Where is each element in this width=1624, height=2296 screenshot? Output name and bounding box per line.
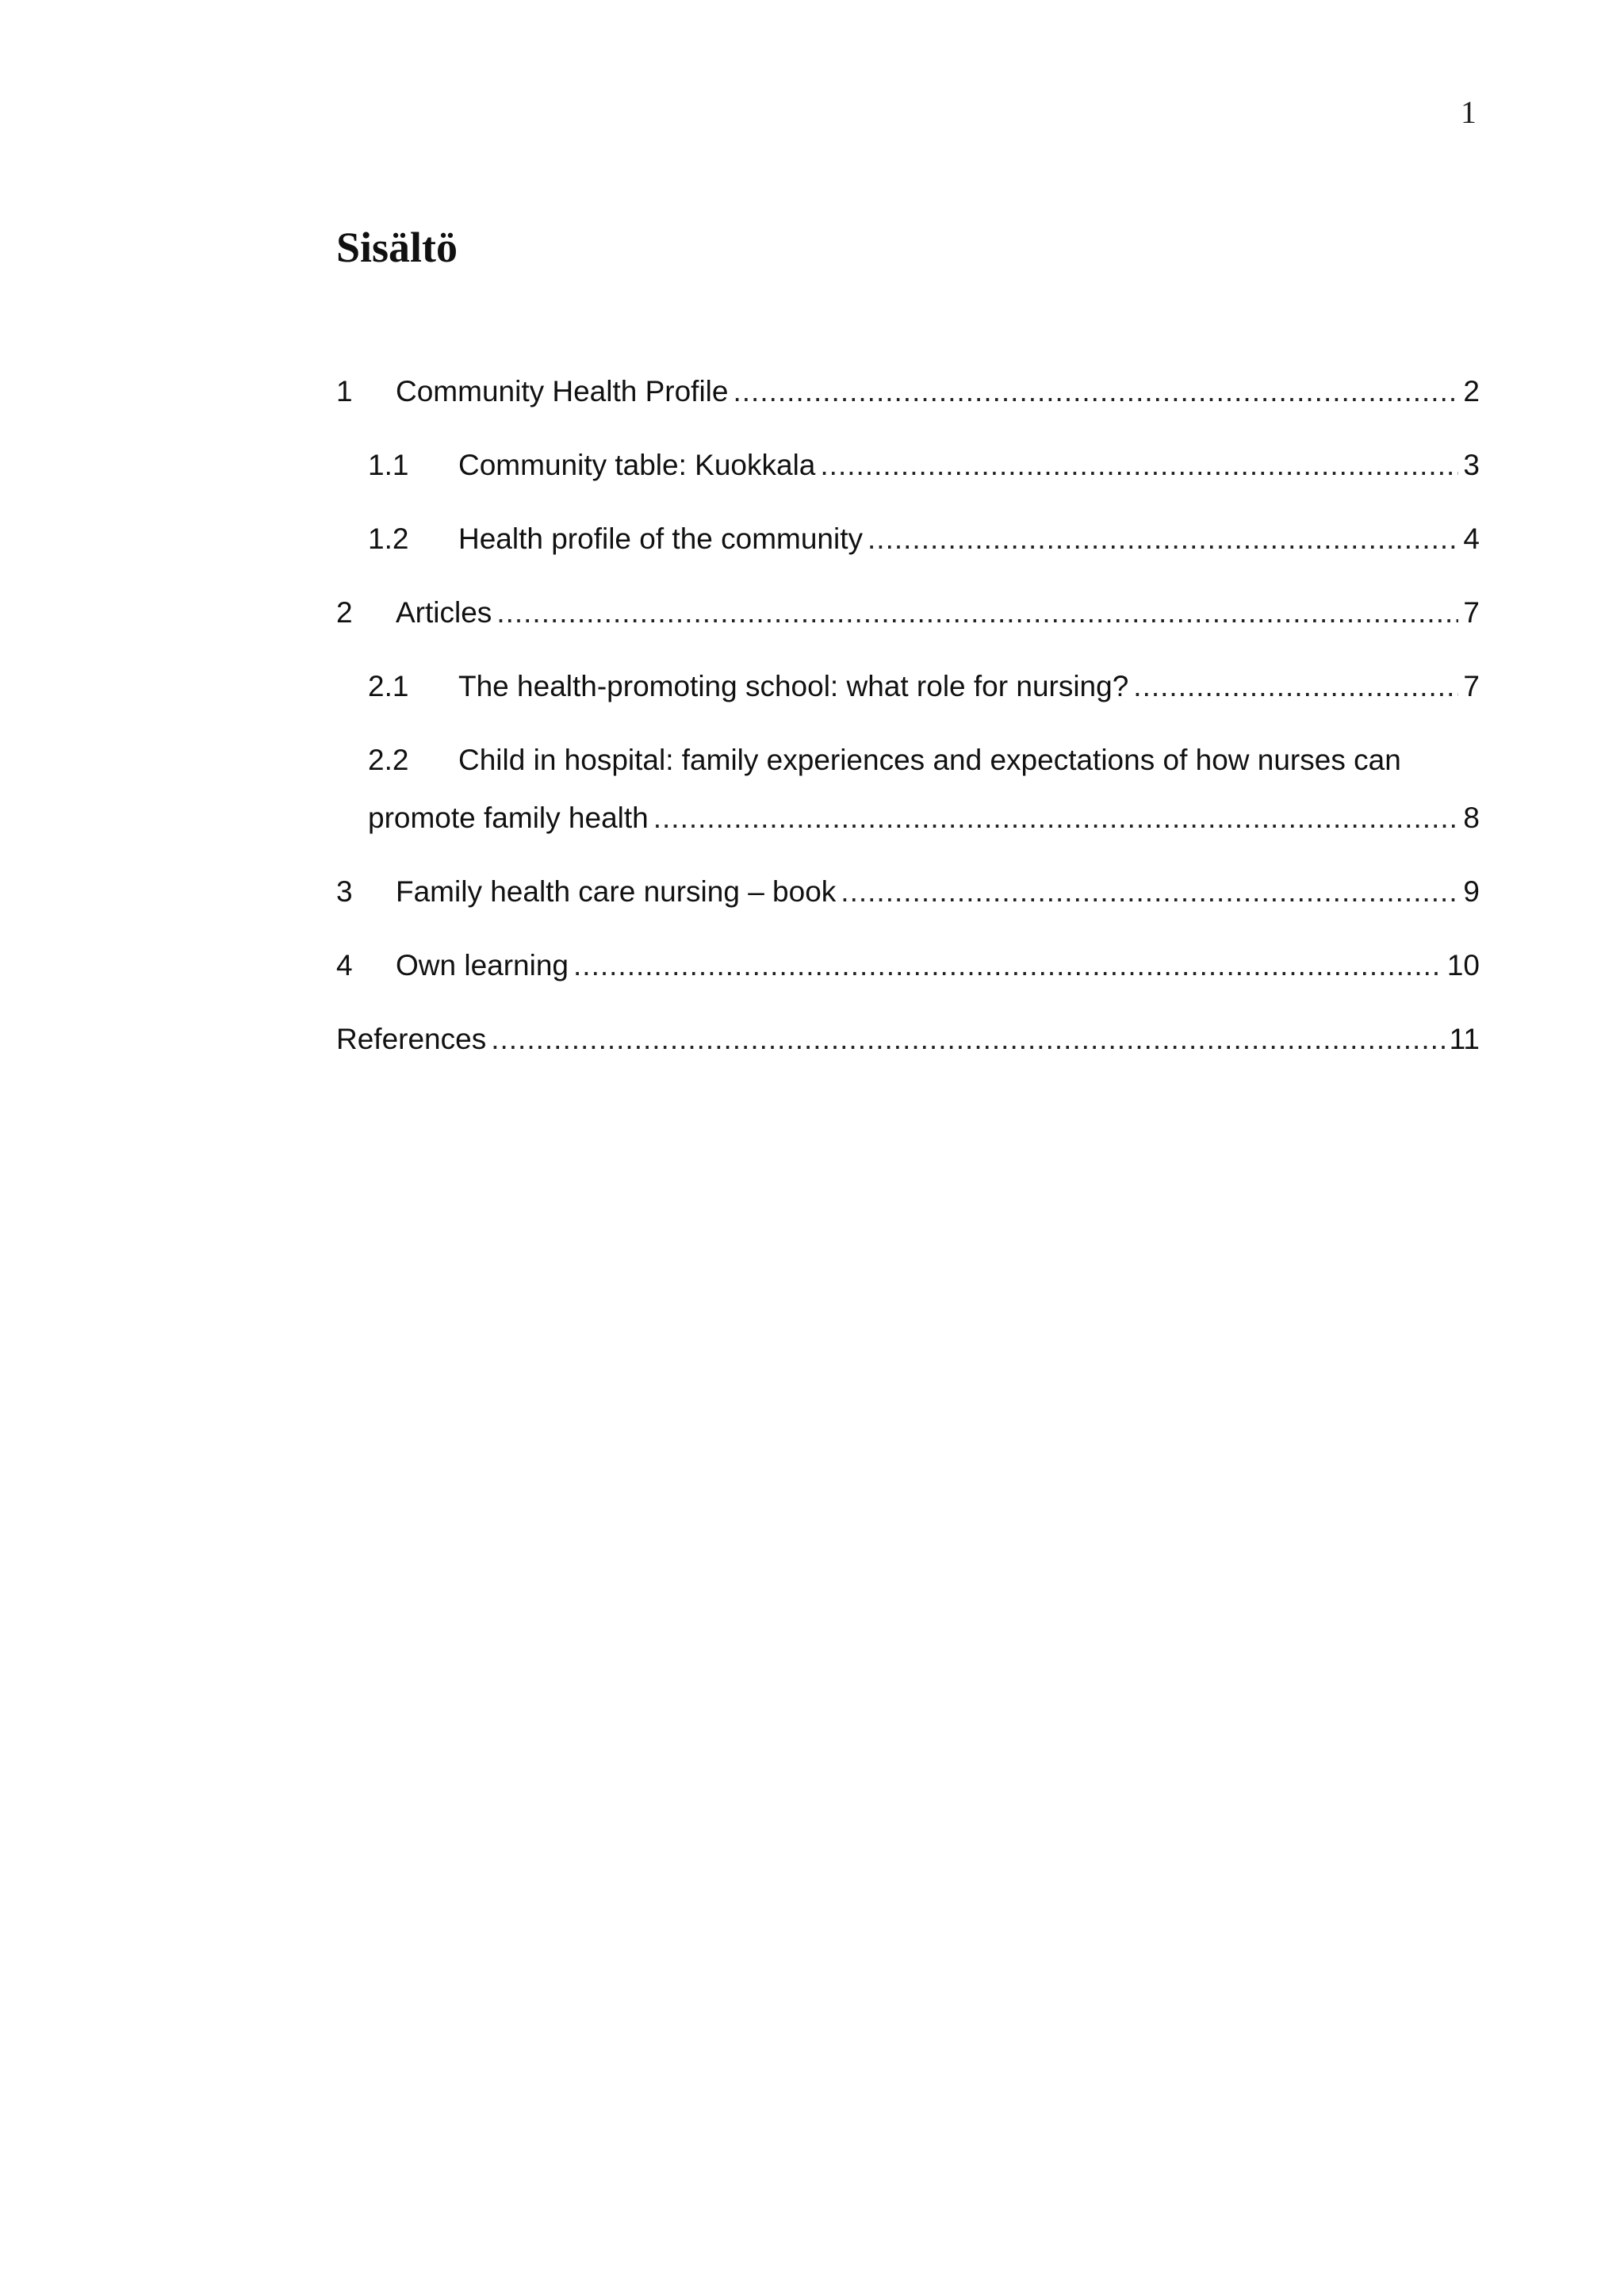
toc-leader-dots [491,1020,1444,1058]
toc-entry-number: 2.1 [368,670,409,702]
toc-entry-number: 1 [336,375,353,408]
toc-entry-1[interactable] [336,373,1480,446]
toc-entry-1-2[interactable] [336,520,1480,594]
toc-entry-title: Community table: Kuokkala [458,449,816,481]
toc-entry-title: Own learning [396,949,569,982]
table-of-contents [336,373,1480,1094]
toc-heading: Sisältö [336,224,458,271]
toc-leader-dots [496,594,1458,632]
toc-entry-page: 7 [1463,596,1480,629]
toc-entry-page: 11 [1449,1023,1480,1055]
toc-entry-page: 9 [1463,875,1480,908]
toc-entry-4[interactable] [336,947,1480,1020]
toc-entry-number: 2.2 [368,744,409,776]
toc-entry-title: Family health care nursing – book [396,875,837,908]
page-number: 1 [1461,94,1477,130]
toc-leader-dots [733,373,1458,411]
toc-leader-dots [820,446,1458,484]
toc-leader-dots [573,947,1442,985]
toc-entry-2-1[interactable] [336,668,1480,741]
toc-entry-number: 3 [336,875,353,908]
toc-entry-3[interactable] [336,873,1480,947]
toc-entry-page: 4 [1463,522,1480,555]
toc-entry-title: The health-promoting school: what role for nursing? [458,670,1129,702]
toc-leader-dots [653,799,1459,837]
toc-entry-page: 7 [1463,670,1480,702]
toc-entry-title: References [336,1023,487,1055]
toc-entry-number: 2 [336,596,353,629]
toc-entry-title: Health profile of the community [458,522,864,555]
toc-entry-title-line2: promote family health [368,802,649,834]
toc-entry-2[interactable] [336,594,1480,668]
toc-entry-title-line1: Child in hospital: family experiences and expectations of how nurses can [458,744,1401,776]
toc-leader-dots [841,873,1458,911]
toc-entry-page: 8 [1463,802,1480,834]
toc-leader-dots [868,520,1458,558]
toc-entry-number: 4 [336,949,353,982]
toc-entry-1-1[interactable] [336,446,1480,520]
toc-entry-title: Community Health Profile [396,375,729,408]
toc-entry-number: 1.2 [368,522,409,555]
toc-entry-2-2[interactable] [336,741,1480,873]
toc-entry-page: 3 [1463,449,1480,481]
toc-entry-title: Articles [396,596,492,629]
toc-entry-page: 2 [1463,375,1480,408]
toc-entry-page: 10 [1446,949,1480,982]
toc-leader-dots [1133,668,1458,706]
toc-entry-number: 1.1 [368,449,409,481]
toc-entry-references[interactable] [336,1020,1480,1094]
